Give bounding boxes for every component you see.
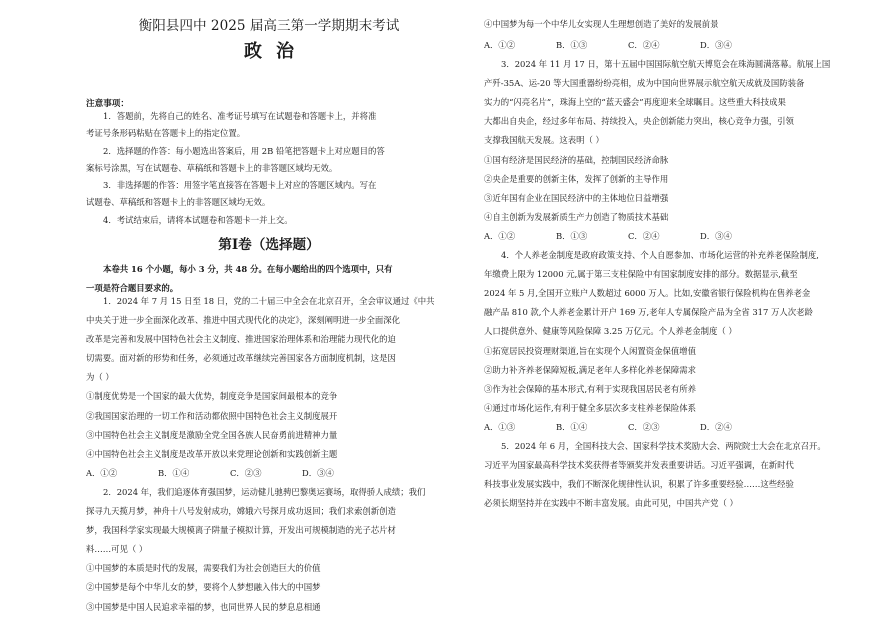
questions-left bbox=[86, 292, 452, 617]
notes-list bbox=[86, 108, 452, 229]
instruction-line: 本卷共 16 个小题，每小 3 分，共 48 分。在每小题给出的四个选项中，只有 bbox=[103, 264, 393, 274]
text-line: 1．2024 年 7 月 15 日至 18 日，党的二十届三中全会在北京召开，全会审议通过《中共 bbox=[103, 296, 435, 306]
text-line: ②央企是重要的创新主体，发挥了创新的主导作用 bbox=[484, 173, 669, 184]
question-option-line: ④中国梦为每一个中华儿女实现人生理想创造了美好的发展前景 bbox=[484, 19, 719, 29]
text-line: 支撑我国航天发展。这表明（ ） bbox=[484, 135, 604, 146]
text-line: ③作为社会保障的基本形式,有利于实现我国居民老有所养 bbox=[484, 383, 697, 394]
text-line: 4．考试结束后，请将本试题卷和答题卡一并上交。 bbox=[103, 214, 293, 225]
answer-option: C．②④ bbox=[628, 40, 660, 50]
answer-options bbox=[484, 227, 850, 246]
text-line: 试题卷、草稿纸和答题卡上的非答题区域均无效。 bbox=[86, 197, 271, 208]
text-line: ④中国特色社会主义制度是改革开放以来党理论创新和实践创新主题 bbox=[86, 448, 338, 459]
text-line: 产歼-35A、运-20 等大国重器纷纷亮相，成为中国向世界展示航空航天成就及国防装备 bbox=[484, 78, 805, 89]
text-line: ①中国梦的本质是时代的发展，需要我们为社会创造巨大的价值 bbox=[86, 563, 321, 574]
text-line: 年缴费上限为 12000 元,属于第三支柱保险中有国家制度安排的部分。数据显示,截至 bbox=[484, 269, 798, 280]
answer-option: D．②④ bbox=[700, 421, 732, 432]
text-line: 科技事业发展实践中，我们不断深化规律性认识，积累了许多重要经验……这些经验 bbox=[484, 479, 794, 490]
text-line: 习近平为国家最高科学技术奖获得者等颁奖并发表重要讲话。习近平强调，在新时代 bbox=[484, 460, 794, 471]
instruction-line: 一项是符合题目要求的。 bbox=[86, 283, 179, 294]
text-line: 4．个人养老金制度是政府政策支持、个人自愿参加、市场化运营的补充养老保险制度, bbox=[501, 250, 819, 261]
text-line: ①拓宽居民投资理财渠道,旨在实现个人闲置资金保值增值 bbox=[484, 345, 697, 356]
answer-option: C．②④ bbox=[628, 230, 660, 241]
answer-option: C．②③ bbox=[628, 421, 660, 432]
text-line: 考证号条形码粘贴在答题卡上的指定位置。 bbox=[86, 128, 246, 139]
text-line: 2024 年 5 月,全国开立账户人数超过 6000 万人。比如,安徽省银行保险机构在售养老金 bbox=[484, 288, 811, 299]
text-line: 探寻九天揽月梦，神舟十八号发射成功，嫦娥六号探月成功返回；我们求索创新创造 bbox=[86, 506, 396, 517]
text-line: ①制度优势是一个国家的最大优势，制度竞争是国家间最根本的竞争 bbox=[86, 391, 338, 402]
answer-option: B．①④ bbox=[158, 467, 190, 478]
answer-options bbox=[484, 418, 850, 437]
text-line: ③中国梦是中国人民追求幸福的梦，也同世界人民的梦息息相通 bbox=[86, 601, 321, 612]
text-line: 大都出自央企，经过多年布局、持续投入，央企创新能力突出，核心竞争力强，引领 bbox=[484, 116, 794, 127]
section-title: 第Ⅰ卷（选择题） bbox=[218, 237, 320, 253]
answer-option: A．①② bbox=[86, 467, 118, 478]
answer-option: B．①④ bbox=[556, 421, 588, 432]
answer-option: D．③④ bbox=[700, 230, 732, 241]
text-line: 3．2024 年 11 月 17 日，第十五届中国国际航空航天博览会在珠海圆满落幕。航展上国 bbox=[501, 59, 831, 70]
text-line: ②我国国家治理的一切工作和活动都依照中国特色社会主义制度展开 bbox=[86, 410, 338, 421]
text-line: 中央关于进一步全面深化改革、推进中国式现代化的决定》，深刻阐明进一步全面深化 bbox=[86, 315, 401, 326]
text-line: ④通过市场化运作,有利于健全多层次多支柱养老保险体系 bbox=[484, 402, 697, 413]
answer-option: A．①③ bbox=[484, 421, 516, 432]
text-line: 梦，我国科学家实现最大规模离子阱量子模拟计算，开发出可规模制造的光子芯片材 bbox=[86, 525, 396, 536]
subject-title: 政治 bbox=[244, 41, 308, 62]
text-line: 为（ ） bbox=[86, 372, 114, 383]
text-line: 2．2024 年，我们追逐体育强国梦，运动健儿驰骋巴黎奥运赛场，取得骄人成绩；我们 bbox=[103, 486, 426, 497]
answer-options bbox=[86, 464, 452, 483]
exam-title: 衡阳县四中 2025 届高三第一学期期末考试 bbox=[138, 18, 400, 34]
answer-option: D．③④ bbox=[700, 40, 732, 50]
answer-option: A．①② bbox=[484, 230, 516, 241]
text-line: 融产品 810 款,个人养老金累计开户 169 万,老年人专属保险产品为全省 317 万人次老龄 bbox=[484, 307, 813, 318]
text-line: 案标号涂黑，写在试题卷、草稿纸和答题卡上的非答题区域均无效。 bbox=[86, 162, 338, 173]
answer-option: B．①③ bbox=[556, 40, 588, 50]
text-line: 3．非选择题的作答：用签字笔直接答在答题卡上对应的答题区域内。写在 bbox=[103, 180, 377, 191]
text-line: 人口提供意外、健康等风险保障 3.25 万亿元。个人养老金制度（ ） bbox=[484, 326, 737, 337]
answer-option: D．③④ bbox=[302, 467, 334, 478]
questions-right bbox=[484, 36, 850, 513]
answer-option: A．①② bbox=[484, 40, 516, 50]
text-line: ③中国特色社会主义制度是激励全党全国各族人民奋勇前进精神力量 bbox=[86, 429, 338, 440]
text-line: ②中国梦是每个中华儿女的梦，要将个人梦想融入伟大的中国梦 bbox=[86, 582, 321, 593]
notes-heading: 注意事项： bbox=[86, 99, 129, 109]
text-line: ①国有经济是国民经济的基础，控制国民经济命脉 bbox=[484, 154, 669, 165]
text-line: 2．选择题的作答：每小题选出答案后，用 2B 铅笔把答题卡上对应题目的答 bbox=[103, 145, 385, 156]
text-line: 切需要。面对新的形势和任务，必须通过改革继续完善国家各方面制度机制，这是因 bbox=[86, 353, 396, 364]
text-line: ③近年国有企业在国民经济中的主体地位日益增强 bbox=[484, 192, 669, 203]
text-line: 1．答题前，先将自己的姓名、准考证号填写在试题卷和答题卡上，并将准 bbox=[103, 111, 377, 121]
text-line: 料……可见（ ） bbox=[86, 544, 148, 555]
text-line: 改革是完善和发展中国特色社会主义制度、推进国家治理体系和治理能力现代化的迫 bbox=[86, 334, 396, 345]
answer-option: C．②③ bbox=[230, 467, 262, 478]
text-line: ④自主创新为发展新质生产力创造了物质技术基础 bbox=[484, 211, 669, 222]
text-line: 实力的“闪亮名片”，珠海上空的“蓝天盛会”再度迎来全球瞩目。这些重大科技成果 bbox=[484, 97, 786, 108]
answer-option: B．①③ bbox=[556, 230, 588, 241]
text-line: ②助力补齐养老保障短板,满足老年人多样化养老保障需求 bbox=[484, 364, 697, 375]
text-line: 5．2024 年 6 月，全国科技大会、国家科学技术奖励大会、两院院士大会在北京召开。 bbox=[501, 440, 826, 451]
text-line: 必须长期坚持并在实践中不断丰富发展。由此可见，中国共产党（ ） bbox=[484, 498, 738, 509]
answer-options bbox=[484, 36, 850, 55]
